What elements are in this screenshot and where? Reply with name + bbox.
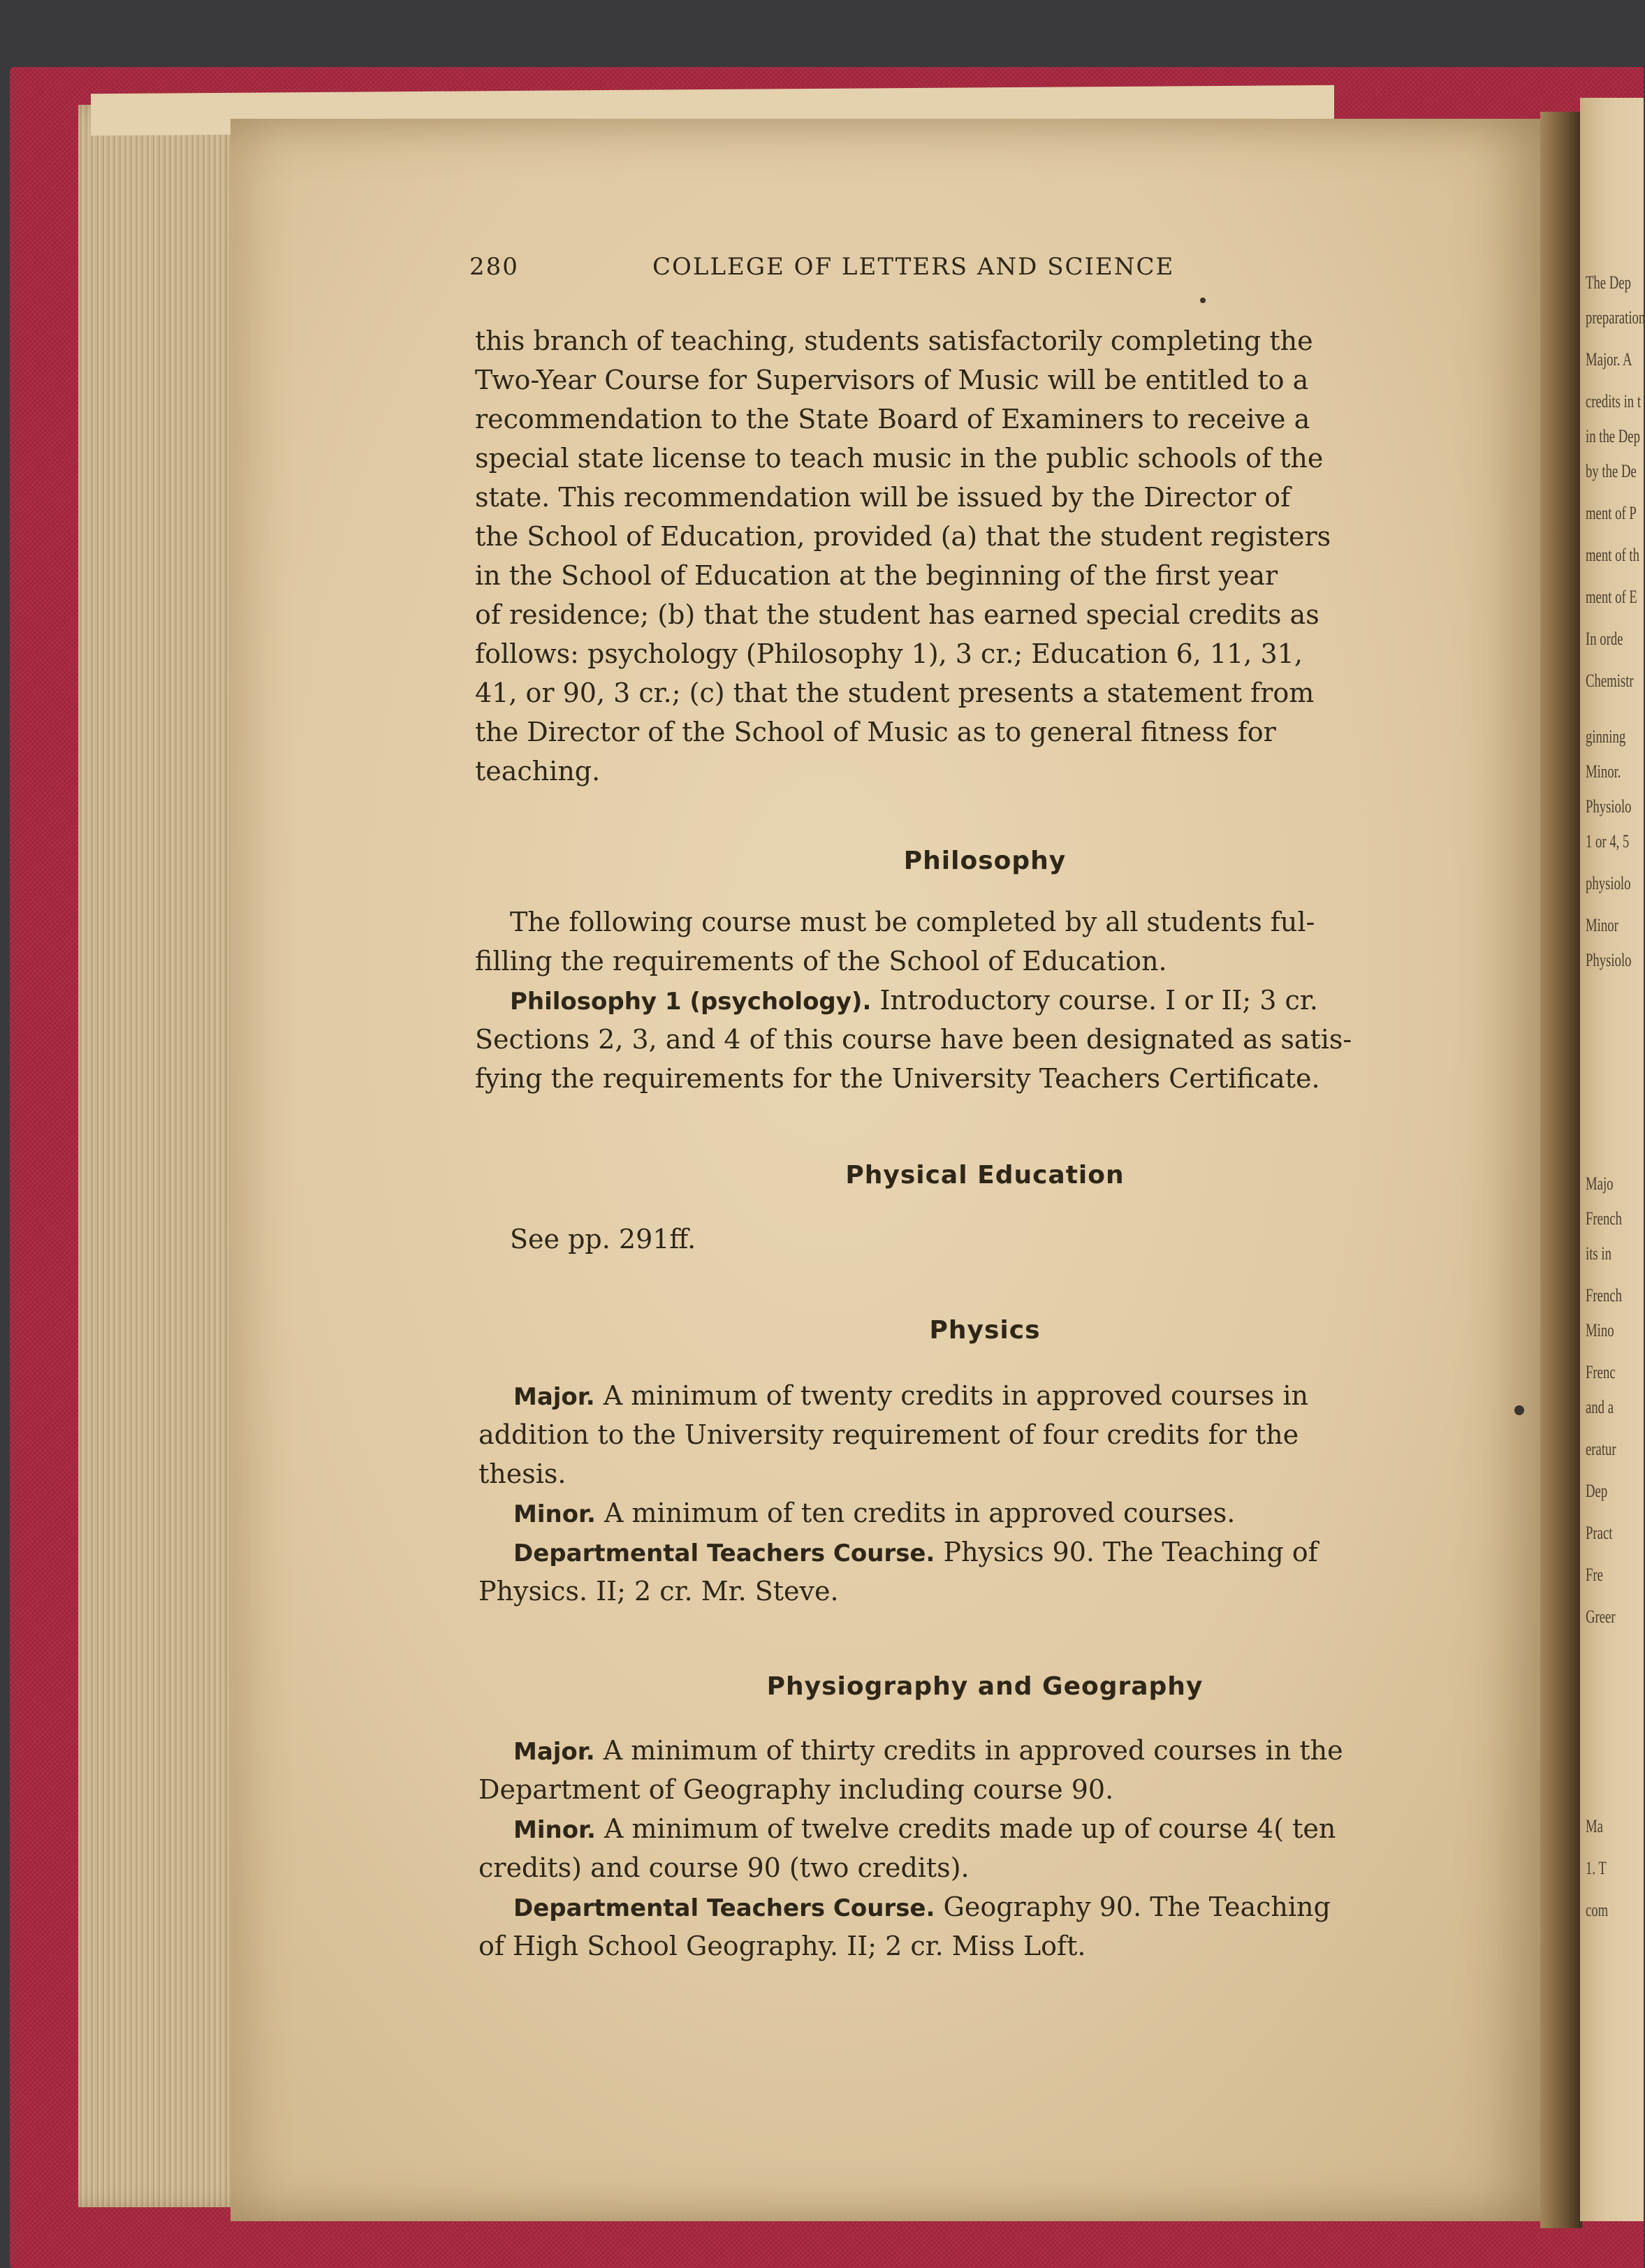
geography-line: of High School Geography. II; 2 cr. Miss Loft.: [478, 1931, 1086, 1961]
physics-line: addition to the University requirement of four credits for the: [478, 1419, 1299, 1450]
intro-line: of residence; (b) that the student has earned special credits as: [475, 599, 1319, 630]
section-heading-geography: Physiography and Geography: [766, 1672, 1204, 1701]
facing-page-text-fragment: physiolo: [1586, 873, 1631, 893]
philosophy-line: The following course must be completed by all students ful-: [510, 907, 1315, 937]
major-text: A minimum of twenty credits in approved courses in: [603, 1380, 1308, 1411]
dtc-lead: Departmental Teachers Course.: [513, 1894, 935, 1922]
facing-page-text-fragment: Frenc: [1586, 1362, 1616, 1382]
running-head-title: COLLEGE OF LETTERS AND SCIENCE: [652, 253, 1175, 281]
facing-page-text-fragment: Pract: [1586, 1523, 1613, 1543]
page-number: 280: [469, 253, 519, 281]
geography-line: Department of Geography including course 90.: [478, 1774, 1114, 1805]
facing-page-text-fragment: its in: [1586, 1243, 1611, 1264]
geography-minor-line: [513, 1809, 1502, 1848]
minor-lead: Minor.: [513, 1816, 596, 1844]
philosophy-line: Sections 2, 3, and 4 of this course have been designated as satis-: [475, 1024, 1352, 1055]
dtc-lead: Departmental Teachers Course.: [513, 1539, 935, 1567]
facing-page-text-fragment: eratur: [1586, 1439, 1616, 1459]
intro-line: teaching.: [475, 756, 601, 787]
facing-page-text-fragment: ment of th: [1586, 545, 1639, 565]
geography-line: credits) and course 90 (two credits).: [478, 1852, 970, 1883]
facing-page-text-fragment: ment of P: [1586, 503, 1637, 523]
facing-page-text-fragment: 1. T: [1586, 1858, 1607, 1878]
facing-page-text-fragment: Physiolo: [1586, 950, 1632, 970]
facing-page-text-fragment: Ma: [1586, 1816, 1603, 1836]
facing-page-text-fragment: credits in t: [1586, 391, 1642, 411]
running-head: [469, 251, 1587, 282]
intro-line: 41, or 90, 3 cr.; (c) that the student presents a statement from: [475, 678, 1315, 708]
section-heading-physical-education: Physical Education: [845, 1161, 1125, 1190]
facing-page-text-fragment: In orde: [1586, 629, 1623, 649]
facing-page-text-fragment: Minor.: [1586, 761, 1621, 782]
facing-page-text-fragment: ment of E: [1586, 587, 1637, 607]
minor-text: A minimum of twelve credits made up of course 4( ten: [604, 1813, 1336, 1844]
intro-line: this branch of teaching, students satisfactorily completing the: [475, 325, 1313, 356]
facing-page-text-fragment: Dep: [1586, 1481, 1608, 1501]
geography-major-line: [513, 1731, 1502, 1770]
facing-page-text-fragment: com: [1586, 1900, 1609, 1920]
section-heading-philosophy: Philosophy: [903, 847, 1067, 875]
minor-lead: Minor.: [513, 1500, 596, 1528]
facing-page-text-fragment: Physiolo: [1586, 796, 1632, 817]
philosophy-line: fying the requirements for the University Teachers Certificate.: [475, 1063, 1320, 1094]
intro-line: recommendation to the State Board of Examiners to receive a: [475, 404, 1310, 434]
intro-line: in the School of Education at the beginning of the first year: [475, 560, 1278, 591]
dtc-text: Physics 90. The Teaching of: [943, 1537, 1318, 1567]
facing-page-text-fragment: Major. A: [1586, 349, 1632, 370]
major-text: A minimum of thirty credits in approved courses in the: [603, 1735, 1343, 1766]
facing-page-text-fragment: by the De: [1586, 461, 1637, 481]
minor-text: A minimum of ten credits in approved courses.: [604, 1498, 1236, 1528]
physics-line: Physics. II; 2 cr. Mr. Steve.: [478, 1576, 839, 1607]
facing-page-text-fragment: preparation: [1586, 307, 1645, 328]
intro-line: state. This recommendation will be issued by the Director of: [475, 482, 1291, 513]
philosophy-line: filling the requirements of the School of Education.: [475, 946, 1167, 976]
course-text: Introductory course. I or II; 3 cr.: [879, 985, 1318, 1016]
facing-page-text-fragment: Minor: [1586, 915, 1618, 935]
facing-page-text-fragment: Greer: [1586, 1607, 1616, 1627]
geography-dtc-line: [513, 1887, 1502, 1926]
physics-major-line: [513, 1376, 1502, 1415]
facing-page-text-fragment: Chemistr: [1586, 671, 1634, 691]
facing-page-text-fragment: Majo: [1586, 1173, 1614, 1194]
major-lead: Major.: [513, 1738, 595, 1766]
ink-speck: [1514, 1405, 1524, 1415]
facing-page-text-fragment: and a: [1586, 1397, 1614, 1417]
intro-line: Two-Year Course for Supervisors of Music will be entitled to a: [475, 365, 1309, 395]
facing-page-text-fragment: 1 or 4, 5: [1586, 831, 1630, 851]
facing-page-text-fragment: French: [1586, 1208, 1622, 1229]
philosophy-course-line: [510, 981, 1502, 1020]
physics-dtc-line: [513, 1532, 1502, 1572]
section-heading-physics: Physics: [929, 1316, 1041, 1345]
ink-speck: [1200, 298, 1206, 303]
facing-page-text-fragment: in the Dep: [1586, 426, 1640, 446]
physics-minor-line: [513, 1493, 1502, 1532]
dtc-text: Geography 90. The Teaching: [943, 1892, 1331, 1922]
intro-line: special state license to teach music in the public schools of the: [475, 443, 1324, 474]
physics-line: thesis.: [478, 1458, 566, 1489]
major-lead: Major.: [513, 1383, 595, 1411]
facing-page-text-fragment: ginning: [1586, 726, 1626, 747]
facing-page-text-fragment: The Dep: [1586, 272, 1631, 293]
course-lead: Philosophy 1 (psychology).: [510, 988, 872, 1016]
intro-line: the Director of the School of Music as to general fitness for: [475, 717, 1276, 747]
physical-education-line: See pp. 291ff.: [510, 1224, 696, 1254]
intro-line: follows: psychology (Philosophy 1), 3 cr.; Education 6, 11, 31,: [475, 638, 1303, 669]
facing-page-text-fragment: Mino: [1586, 1320, 1614, 1340]
facing-page-text-fragment: Fre: [1586, 1565, 1603, 1585]
intro-line: the School of Education, provided (a) that the student registers: [475, 521, 1331, 552]
facing-page-text-fragment: French: [1586, 1285, 1622, 1305]
